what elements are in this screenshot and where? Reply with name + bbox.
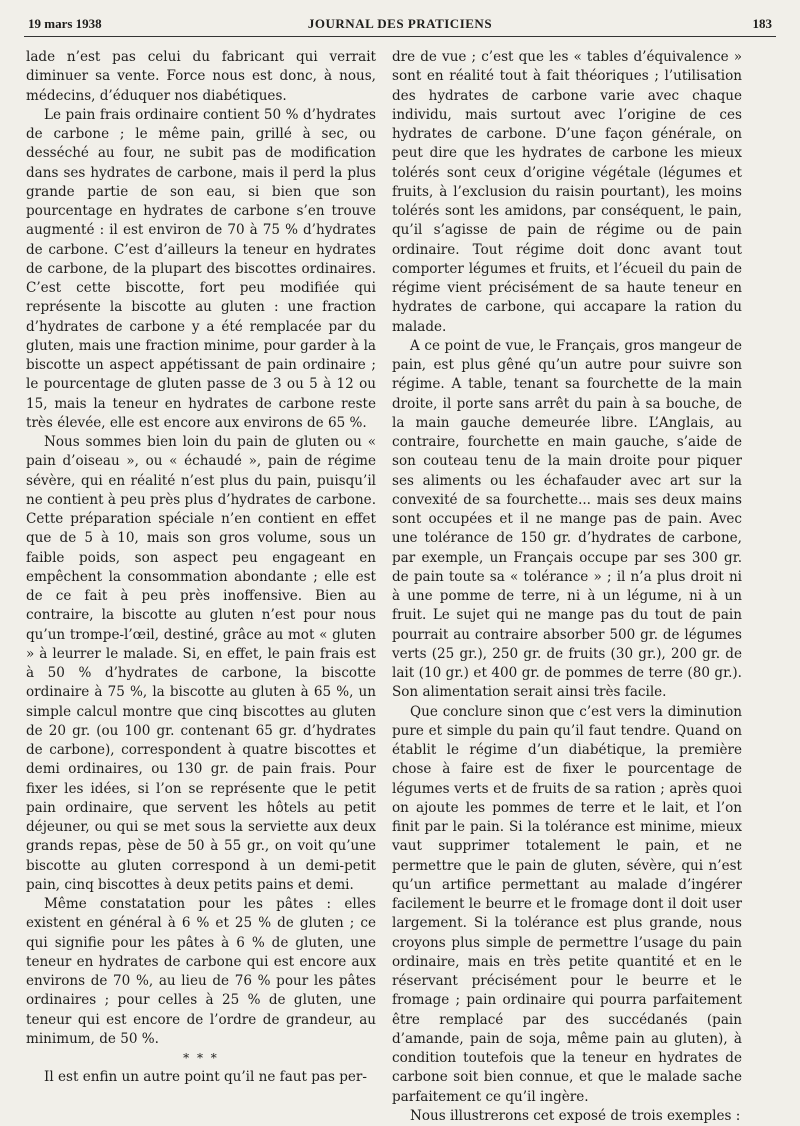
section-separator: * * *: [183, 1051, 219, 1065]
journal-title: JOURNAL DES PRATICIENS: [307, 16, 493, 31]
paragraph: lade n’est pas celui du fabricant qui verrait diminuer sa vente. Force nous est donc, à nous, médecins, d’éduquer nos diabétiques.: [26, 49, 376, 104]
paragraph: Nous illustrerons cet exposé de trois exemples :: [410, 1107, 741, 1124]
issue-date: 19 mars 1938: [28, 16, 102, 31]
right-column: [392, 48, 742, 1126]
paragraph: Nous sommes bien loin du pain de gluten ou « pain d’oiseau », ou « échaudé », pain de régime sévère, qui en réalité n’est plus du pain, puisqu’il ne contient à peu près plus d’hydrates de carbone. Cette préparation spéciale n’en contient en effet que de 5 à 10, mais son gros volume, sous un faible poids, son aspect peu engageant en empêchent la consommation abondante ; elle est de ce fait à peu près inoffensive. Bien au contraire, la biscotte au gluten n’est pour nous qu’un trompe-l’œil, destiné, grâce au mot « gluten » à leurrer le malade. Si, en effet, le pain frais est à 50 % d’hydrates de carbone, la biscotte ordinaire à 75 %, la biscotte au gluten à 65 %, un simple calcul montre que cinq biscottes au gluten de 20 gr. (ou 100 gr. contenant 65 gr. d’hydrates de carbone), correspondent à quatre biscottes et demi ordinaires, ou 130 gr. de pain frais. Pour fixer les idées, si l’on se représente que le petit pain ordinaire, que servent les hôtels au petit déjeuner, ou qui se met sous la serviette aux deux grands repas, pèse de 50 à 55 gr., on voit qu’une biscotte au gluten correspond à un demi-petit pain, cinq biscottes à deux petits pains et demi.: [26, 434, 376, 893]
paragraph: Il est enfin un autre point qu’il ne faut pas per-: [44, 1069, 367, 1086]
left-column: [26, 48, 376, 1088]
page-number: 183: [752, 16, 772, 31]
paragraph: dre de vue ; c’est que les « tables d’équivalence » sont en réalité tout à fait théoriques ; l’utilisation des hydrates de carbone varie avec chaque individu, mais surtout avec l’origine de ces hydrates de carbone. D’une façon générale, on peut dire que les hydrates de carbone les mieux tolérés sont ceux d’origine végétale (légumes et fruits, à l’exclusion du raisin pourtant), les moins tolérés sont les amidons, par conséquent, le pain, qu’il s’agisse de pain de régime ou de pain ordinaire. Tout régime doit donc avant tout comporter légumes et fruits, et l’écueil du pain de régime vient précisément de sa haute teneur en hydrates de carbone, qui accapare la ration du malade.: [392, 49, 742, 335]
running-header: [24, 14, 776, 37]
paragraph: Même constatation pour les pâtes : elles existent en général à 6 % et 25 % de gluten ; ce qui signifie pour les pâtes à 6 % de gluten, une teneur en hydrates de carbone qui est encore aux environs de 70 %, au lieu de 76 % pour les pâtes ordinaires ; pour celles à 25 % de gluten, une teneur qui est encore de l’ordre de grandeur, au minimum, de 50 %.: [26, 896, 376, 1047]
paragraph: Que conclure sinon que c’est vers la diminution pure et simple du pain qu’il faut tendre. Quand on établit le régime d’un diabétique, la première chose à faire est de fixer le pourcentage de légumes verts et de fruits de sa ration ; après quoi on ajoute les pommes de terre et le lait, et l’on finit par le pain. Si la tolérance est minime, mieux vaut supprimer totalement le pain, et ne permettre que le pain de gluten, sévère, qui n’est qu’un artifice permettant au malade d’ingérer facilement le beurre et le fromage dont il doit user largement. Si la tolérance est plus grande, nous croyons plus simple de permettre l’usage du pain ordinaire, mais en très petite quantité et en le réservant précisément pour le beurre et le fromage ; pain ordinaire qui pourra parfaitement être remplacé par des succédanés (pain d’amande, pain de soja, même pain au gluten), à condition toutefois que la teneur en hydrates de carbone soit bien connue, et que le malade sache parfaitement ce qu’il ingère.: [392, 703, 742, 1105]
paragraph: A ce point de vue, le Français, gros mangeur de pain, est plus gêné qu’un autre pour suivre son régime. A table, tenant sa fourchette de la main droite, il porte sans arrêt du pain à sa bouche, de la main gauche demeurée libre. L’Anglais, au contraire, fourchette en main gauche, s’aide de son couteau tenu de la main droite pour piquer ses aliments ou les échafauder avec art sur la convexité de sa fourchette... mais ses deux mains sont occupées et il ne mange pas de pain. Avec une tolérance de 150 gr. d’hydrates de carbone, par exemple, un Français occupe par ses 300 gr. de pain toute sa « tolérance » ; il n’a plus droit ni à une pomme de terre, ni à un légume, ni à un fruit. Le sujet qui ne mange pas du tout de pain pourrait au contraire absorber 500 gr. de légumes verts (25 gr.), 250 gr. de fruits (30 gr.), 200 gr. de lait (10 gr.) et 400 gr. de pommes de terre (80 gr.). Son alimentation serait ainsi très facile.: [392, 337, 742, 701]
paragraph: Le pain frais ordinaire contient 50 % d’hydrates de carbone ; le même pain, grillé à sec, ou desséché au four, ne subit pas de modification dans ses hydrates de carbone, mais il perd la plus grande partie de son eau, si bien que son pourcentage en hydrates de carbone s’en trouve augmenté : il est environ de 70 à 75 % d’hydrates de carbone. C’est d’ailleurs la teneur en hydrates de carbone, de la plupart des biscottes ordinaires. C’est cette biscotte, fort peu modifiée qui représente la biscotte au gluten : une fraction d’hydrates de carbone y a été remplacée par du gluten, mais une fraction minime, pour garder à la biscotte un aspect appétissant de pain ordinaire ; le pourcentage de gluten passe de 3 ou 5 à 12 ou 15, mais la teneur en hydrates de carbone reste très élevée, elle est encore aux environs de 65 %.: [26, 106, 376, 431]
